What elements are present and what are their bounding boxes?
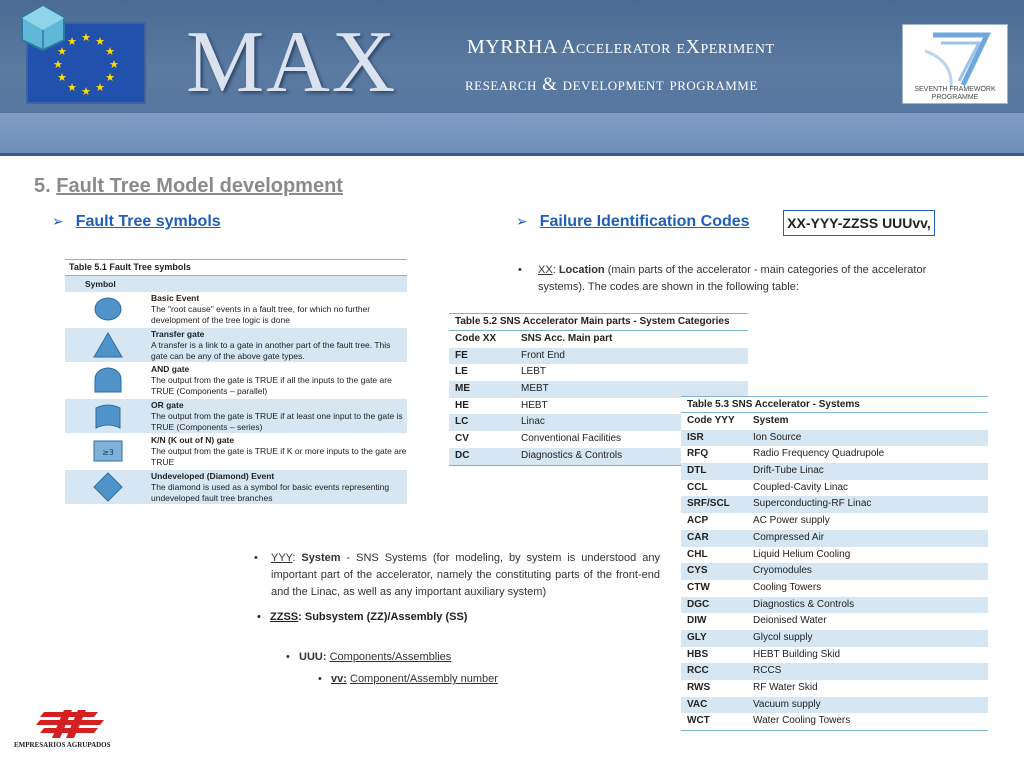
name-cell: Conventional Facilities: [521, 433, 622, 445]
header-cell: SNS Acc. Main part: [521, 333, 613, 344]
table-header-row: [681, 413, 988, 430]
name-cell: RF Water Skid: [753, 682, 818, 693]
table-row: [681, 697, 988, 714]
name-cell: Vacuum supply: [753, 698, 821, 710]
xx-label: Location: [558, 264, 605, 276]
table-row: [449, 364, 748, 381]
code-cell: DIW: [687, 615, 707, 627]
fault-tree-symbols-heading: [52, 213, 221, 231]
kn-gate-icon: [93, 440, 123, 462]
row-desc: The output from the gate is TRUE if all the inputs to the gate are TRUE (Components – parallel): [151, 375, 392, 396]
vv-desc: Component/Assembly number: [350, 673, 498, 685]
section-number: 5.: [34, 175, 51, 197]
name-cell: Compressed Air: [753, 531, 825, 543]
header-cell: System: [753, 415, 789, 426]
code-cell: CTW: [687, 581, 710, 593]
xx-code: XX: [538, 264, 553, 276]
tagline-line2: research & development programme: [465, 74, 758, 95]
code-cell: CCL: [687, 481, 708, 493]
code-cell: WCT: [687, 715, 710, 727]
row-desc: A transfer is a link to a gate in another part of the fault tree. This gate can be any of the above gate types.: [151, 339, 391, 361]
code-cell: VAC: [687, 698, 708, 710]
bullet-dot-icon: •: [254, 552, 258, 564]
name-cell: Front End: [521, 349, 565, 361]
table-row: [681, 630, 988, 647]
uuu-code: UUU:: [299, 651, 327, 663]
code-cell: ACP: [687, 515, 709, 527]
zzss-code: ZZSS: [270, 611, 299, 623]
arrow-bullet-icon: ➢: [516, 213, 528, 229]
name-cell: HEBT Building Skid: [753, 648, 841, 660]
row-desc: The "root cause" events in a fault tree, for which no further development of the tree logic is done: [151, 304, 371, 325]
name-cell: Superconducting-RF Linac: [753, 498, 872, 510]
row-desc: The output from the gate is TRUE if K or more inputs to the gate are TRUE: [151, 446, 407, 467]
header-band: [0, 113, 1024, 156]
failure-codes-heading: [516, 213, 750, 231]
fp7-label-1: SEVENTH FRAMEWORK: [914, 86, 996, 93]
section-title-text: Fault Tree Model development: [56, 175, 343, 197]
bullet-dot-icon: •: [518, 264, 522, 276]
row-title: OR gate: [151, 399, 184, 410]
code-cell: ISR: [687, 431, 704, 443]
yyy-system-text: • YYY: System - SNS Systems (for modeling, by system is understood any important part of the accelerator, namely the constituting parts of the front-end and the Linac, as well as any important auxiliary system): [254, 552, 660, 598]
basic-event-circle-icon: [93, 296, 123, 322]
table-row: [449, 348, 748, 365]
table-row: [65, 292, 407, 328]
name-cell: Diagnostics & Controls: [521, 449, 623, 461]
svg-text:★: ★: [53, 58, 63, 71]
xx-location-text: • XX: Location (main parts of the accelerator - main categories of the accelerator systems). The codes are shown in the following table:: [518, 264, 927, 293]
table-row: [681, 496, 988, 513]
svg-text:★: ★: [67, 35, 77, 48]
code-format-box: XX-YYY-ZZSS UUUvv,: [783, 210, 935, 236]
kn-gate-label: ≥3: [102, 448, 114, 458]
failure-codes-link[interactable]: Failure Identification Codes: [539, 213, 750, 230]
or-gate-icon: [93, 402, 123, 430]
header-cell: Code YYY: [687, 415, 735, 426]
diamond-event-icon: [93, 472, 123, 502]
and-gate-icon: [93, 367, 123, 393]
name-cell: Diagnostics & Controls: [753, 598, 855, 610]
code-cell: DTL: [687, 465, 707, 477]
table-row: [681, 446, 988, 463]
vv-number-text: [318, 673, 498, 685]
table-caption: Table 5.3 SNS Accelerator - Systems: [681, 396, 988, 413]
fp7-logo: [902, 24, 1008, 104]
code-cell: CAR: [687, 531, 709, 543]
code-cell: RFQ: [687, 448, 709, 460]
name-cell: Cooling Towers: [753, 581, 822, 593]
table-row: [681, 547, 988, 564]
name-cell: Drift-Tube Linac: [753, 465, 824, 477]
systems-table: [681, 396, 988, 731]
table-row: [681, 463, 988, 480]
cube-icon: [20, 4, 66, 52]
code-cell: FE: [455, 349, 468, 361]
name-cell: HEBT: [521, 399, 548, 411]
arrow-bullet-icon: ➢: [52, 213, 64, 229]
svg-text:★: ★: [57, 45, 67, 58]
fault-tree-symbols-link[interactable]: Fault Tree symbols: [75, 213, 221, 230]
fault-tree-symbols-table: [65, 259, 407, 505]
code-cell: HE: [455, 399, 469, 411]
yyy-desc: - SNS Systems (for modeling, by system is understood any important part of the accelerator, namely the constituting parts of the front-end and the Linac, as well as any important auxiliary system): [271, 552, 660, 598]
code-cell: CV: [455, 433, 469, 445]
table-row: [681, 647, 988, 664]
yyy-label: System: [301, 552, 341, 564]
name-cell: Cryomodules: [753, 565, 812, 577]
svg-text:★: ★: [67, 81, 77, 94]
table-header: Symbol: [65, 276, 407, 292]
uuu-desc: Components/Assemblies: [329, 651, 452, 663]
table-row: [681, 430, 988, 447]
svg-text:★: ★: [105, 71, 115, 84]
svg-text:★: ★: [57, 71, 67, 84]
table-row: [65, 399, 407, 435]
svg-text:★: ★: [81, 31, 91, 44]
code-cell: SRF/SCL: [687, 498, 730, 510]
name-cell: Coupled-Cavity Linac: [753, 481, 849, 493]
name-cell: RCCS: [753, 665, 782, 677]
name-cell: LEBT: [521, 366, 547, 378]
max-logo: MAX: [186, 14, 398, 111]
name-cell: Linac: [521, 416, 545, 428]
code-cell: GLY: [687, 631, 707, 643]
header-cell: Code XX: [455, 333, 497, 344]
uuu-components-text: [286, 651, 451, 663]
table-row: [681, 580, 988, 597]
table-row: [681, 713, 988, 731]
bullet-dot-icon: •: [318, 673, 322, 685]
table-caption: Table 5.2 SNS Accelerator Main parts - System Categories: [449, 313, 748, 331]
row-desc: The output from the gate is TRUE if at least one input to the gate is TRUE (Components – series): [151, 410, 403, 432]
svg-text:★: ★: [105, 45, 115, 58]
table-row: [65, 434, 407, 470]
section-title: [34, 175, 343, 198]
code-cell: CHL: [687, 548, 708, 560]
table-row: [65, 328, 407, 364]
svg-text:★: ★: [95, 35, 105, 48]
row-title: Transfer gate: [151, 328, 205, 339]
table-row: [681, 613, 988, 630]
row-title: K/N (K out of N) gate: [151, 435, 235, 445]
svg-text:★: ★: [109, 58, 119, 71]
row-title: AND gate: [151, 364, 190, 374]
zzss-desc: : Subsystem (ZZ)/Assembly (SS): [298, 611, 468, 623]
bullet-dot-icon: •: [286, 651, 290, 663]
svg-text:★: ★: [81, 85, 91, 98]
code-cell: DGC: [687, 598, 710, 610]
table-row: [681, 480, 988, 497]
code-cell: LE: [455, 366, 468, 378]
table-row: [681, 680, 988, 697]
table-row: [681, 597, 988, 614]
table-row: [681, 513, 988, 530]
name-cell: Radio Frequency Quadrupole: [753, 448, 885, 460]
bullet-dot-icon: •: [257, 611, 261, 623]
name-cell: Liquid Helium Cooling: [753, 548, 851, 560]
code-cell: RWS: [687, 682, 711, 693]
zzss-subsystem-text: [257, 611, 467, 623]
table-row: [65, 470, 407, 506]
empresarios-agrupados-label: EMPRESARIOS AGRUPADOS: [14, 741, 111, 749]
table-row: [681, 530, 988, 547]
name-cell: AC Power supply: [753, 515, 830, 527]
table-row: [65, 363, 407, 399]
name-cell: Deionised Water: [753, 615, 827, 627]
table-caption: Table 5.1 Fault Tree symbols: [65, 259, 407, 276]
name-cell: Water Cooling Towers: [753, 715, 851, 727]
svg-text:★: ★: [95, 81, 105, 94]
fp7-label-2: PROGRAMME: [931, 94, 979, 101]
code-cell: HBS: [687, 648, 709, 660]
row-title: Undeveloped (Diamond) Event: [151, 470, 275, 481]
tagline-line1: MYRRHA Accelerator eXperiment: [467, 36, 775, 58]
row-desc: The diamond is used as a symbol for basic events representing undeveloped fault tree branches: [151, 481, 390, 503]
code-cell: RCC: [687, 665, 709, 677]
code-cell: LC: [455, 416, 469, 428]
name-cell: Ion Source: [753, 431, 802, 443]
code-cell: ME: [455, 383, 470, 395]
table-row: [681, 563, 988, 580]
name-cell: Glycol supply: [753, 631, 813, 643]
name-cell: MEBT: [521, 383, 549, 395]
row-title: Basic Event: [151, 293, 200, 303]
xx-desc: (main parts of the accelerator - main categories of the accelerator systems). The codes are shown in the following table:: [538, 264, 927, 293]
transfer-gate-triangle-icon: [93, 332, 123, 358]
table-row: [681, 663, 988, 680]
code-cell: DC: [455, 449, 470, 461]
table-header-row: [449, 331, 748, 348]
yyy-code: YYY: [271, 552, 293, 564]
code-cell: CYS: [687, 565, 708, 577]
vv-code: vv:: [331, 673, 347, 685]
